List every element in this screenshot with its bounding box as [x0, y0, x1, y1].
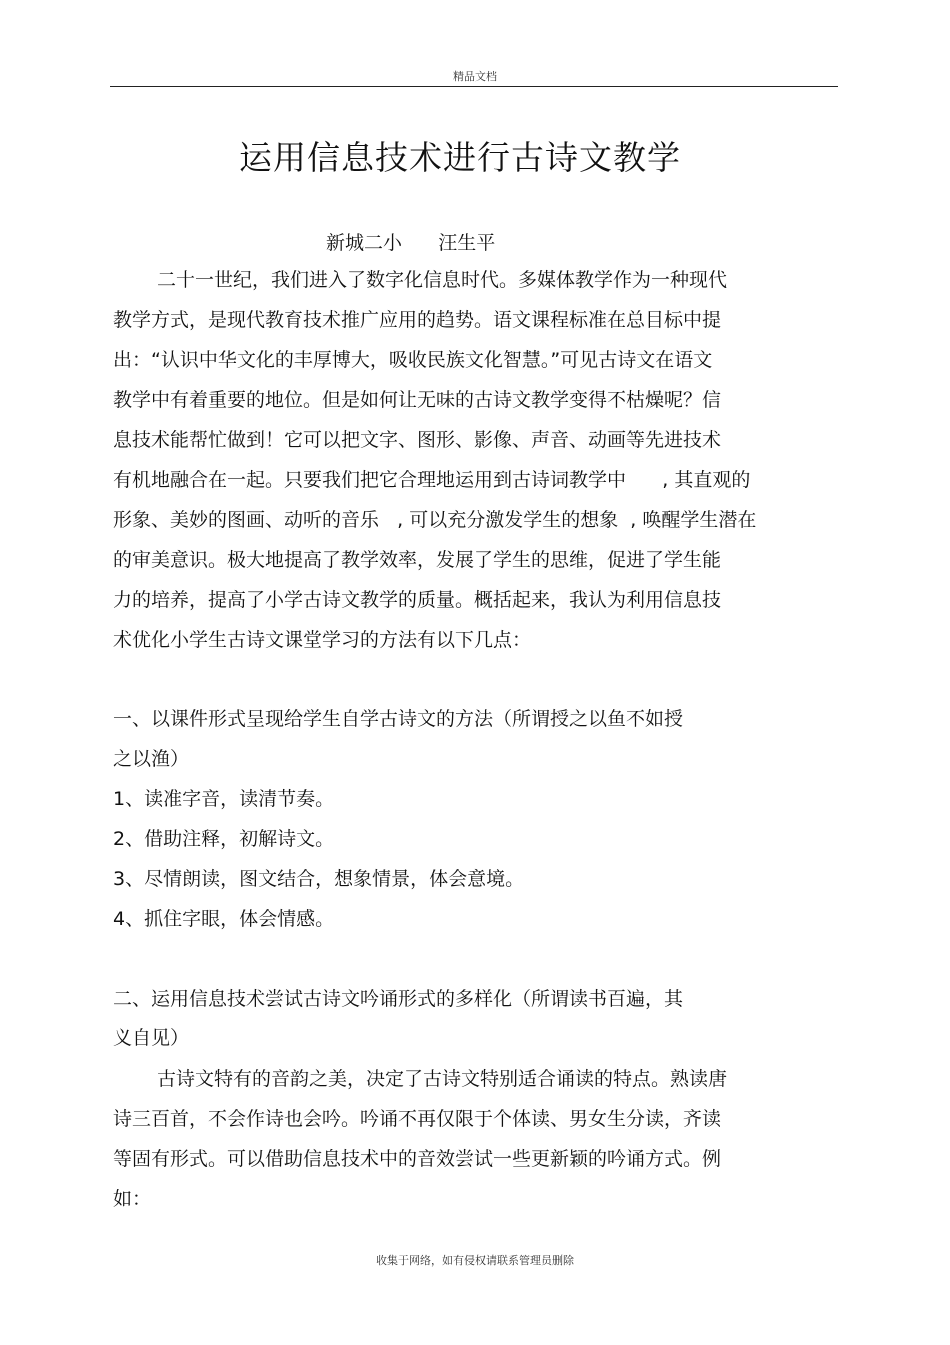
- body-line: 古诗文特有的音韵之美，决定了古诗文特别适合诵读的特点。熟读唐: [157, 1068, 728, 1090]
- document-title: 运用信息技术进行古诗文教学: [239, 138, 681, 177]
- intro-line: 术优化小学生古诗文课堂学习的方法有以下几点：: [113, 629, 532, 651]
- header-divider: [110, 86, 838, 87]
- section-heading: 义自见）: [113, 1027, 190, 1049]
- intro-line: 出：“认识中华文化的丰厚博大，吸收民族文化智慧。”可见古诗文在语文: [113, 349, 713, 371]
- section-heading: 之以渔）: [113, 748, 190, 770]
- intro-line: 形象、美妙的图画、动听的音乐 , 可以充分激发学生的想象 , 唤醒学生潜在: [113, 509, 757, 531]
- section-heading: 一、以课件形式呈现给学生自学古诗文的方法（所谓授之以鱼不如授: [113, 708, 684, 730]
- section-heading: 二、运用信息技术尝试古诗文吟诵形式的多样化（所谓读书百遍，其: [113, 988, 684, 1010]
- intro-line: 二十一世纪，我们进入了数字化信息时代。多媒体教学作为一种现代: [157, 269, 728, 291]
- intro-line: 有机地融合在一起。只要我们把它合理地运用到古诗词教学中 , 其直观的: [113, 469, 751, 491]
- list-item: 4、抓住字眼，体会情感。: [113, 908, 335, 930]
- body-line: 如：: [113, 1188, 152, 1210]
- body-line: 等固有形式。可以借助信息技术中的音效尝试一些更新颖的吟诵方式。例: [113, 1148, 722, 1170]
- page-footer: 收集于网络，如有侵权请联系管理员删除: [376, 1254, 574, 1267]
- list-item: 3、尽情朗读，图文结合，想象情景，体会意境。: [113, 868, 525, 890]
- list-item: 1、读准字音，读清节奏。: [113, 788, 335, 810]
- intro-line: 息技术能帮忙做到！它可以把文字、图形、影像、声音、动画等先进技术: [113, 429, 722, 451]
- intro-line: 的审美意识。极大地提高了教学效率，发展了学生的思维，促进了学生能: [113, 549, 722, 571]
- intro-line: 教学中有着重要的地位。但是如何让无味的古诗文教学变得不枯燥呢？信: [113, 389, 722, 411]
- page-header: 精品文档: [453, 70, 497, 83]
- body-line: 诗三百首，不会作诗也会吟。吟诵不再仅限于个体读、男女生分读，齐读: [113, 1108, 722, 1130]
- author-line: 新城二小 汪生平: [326, 232, 496, 254]
- intro-line: 教学方式，是现代教育技术推广应用的趋势。语文课程标准在总目标中提: [113, 309, 722, 331]
- intro-line: 力的培养，提高了小学古诗文教学的质量。概括起来，我认为利用信息技: [113, 589, 722, 611]
- list-item: 2、借助注释，初解诗文。: [113, 828, 335, 850]
